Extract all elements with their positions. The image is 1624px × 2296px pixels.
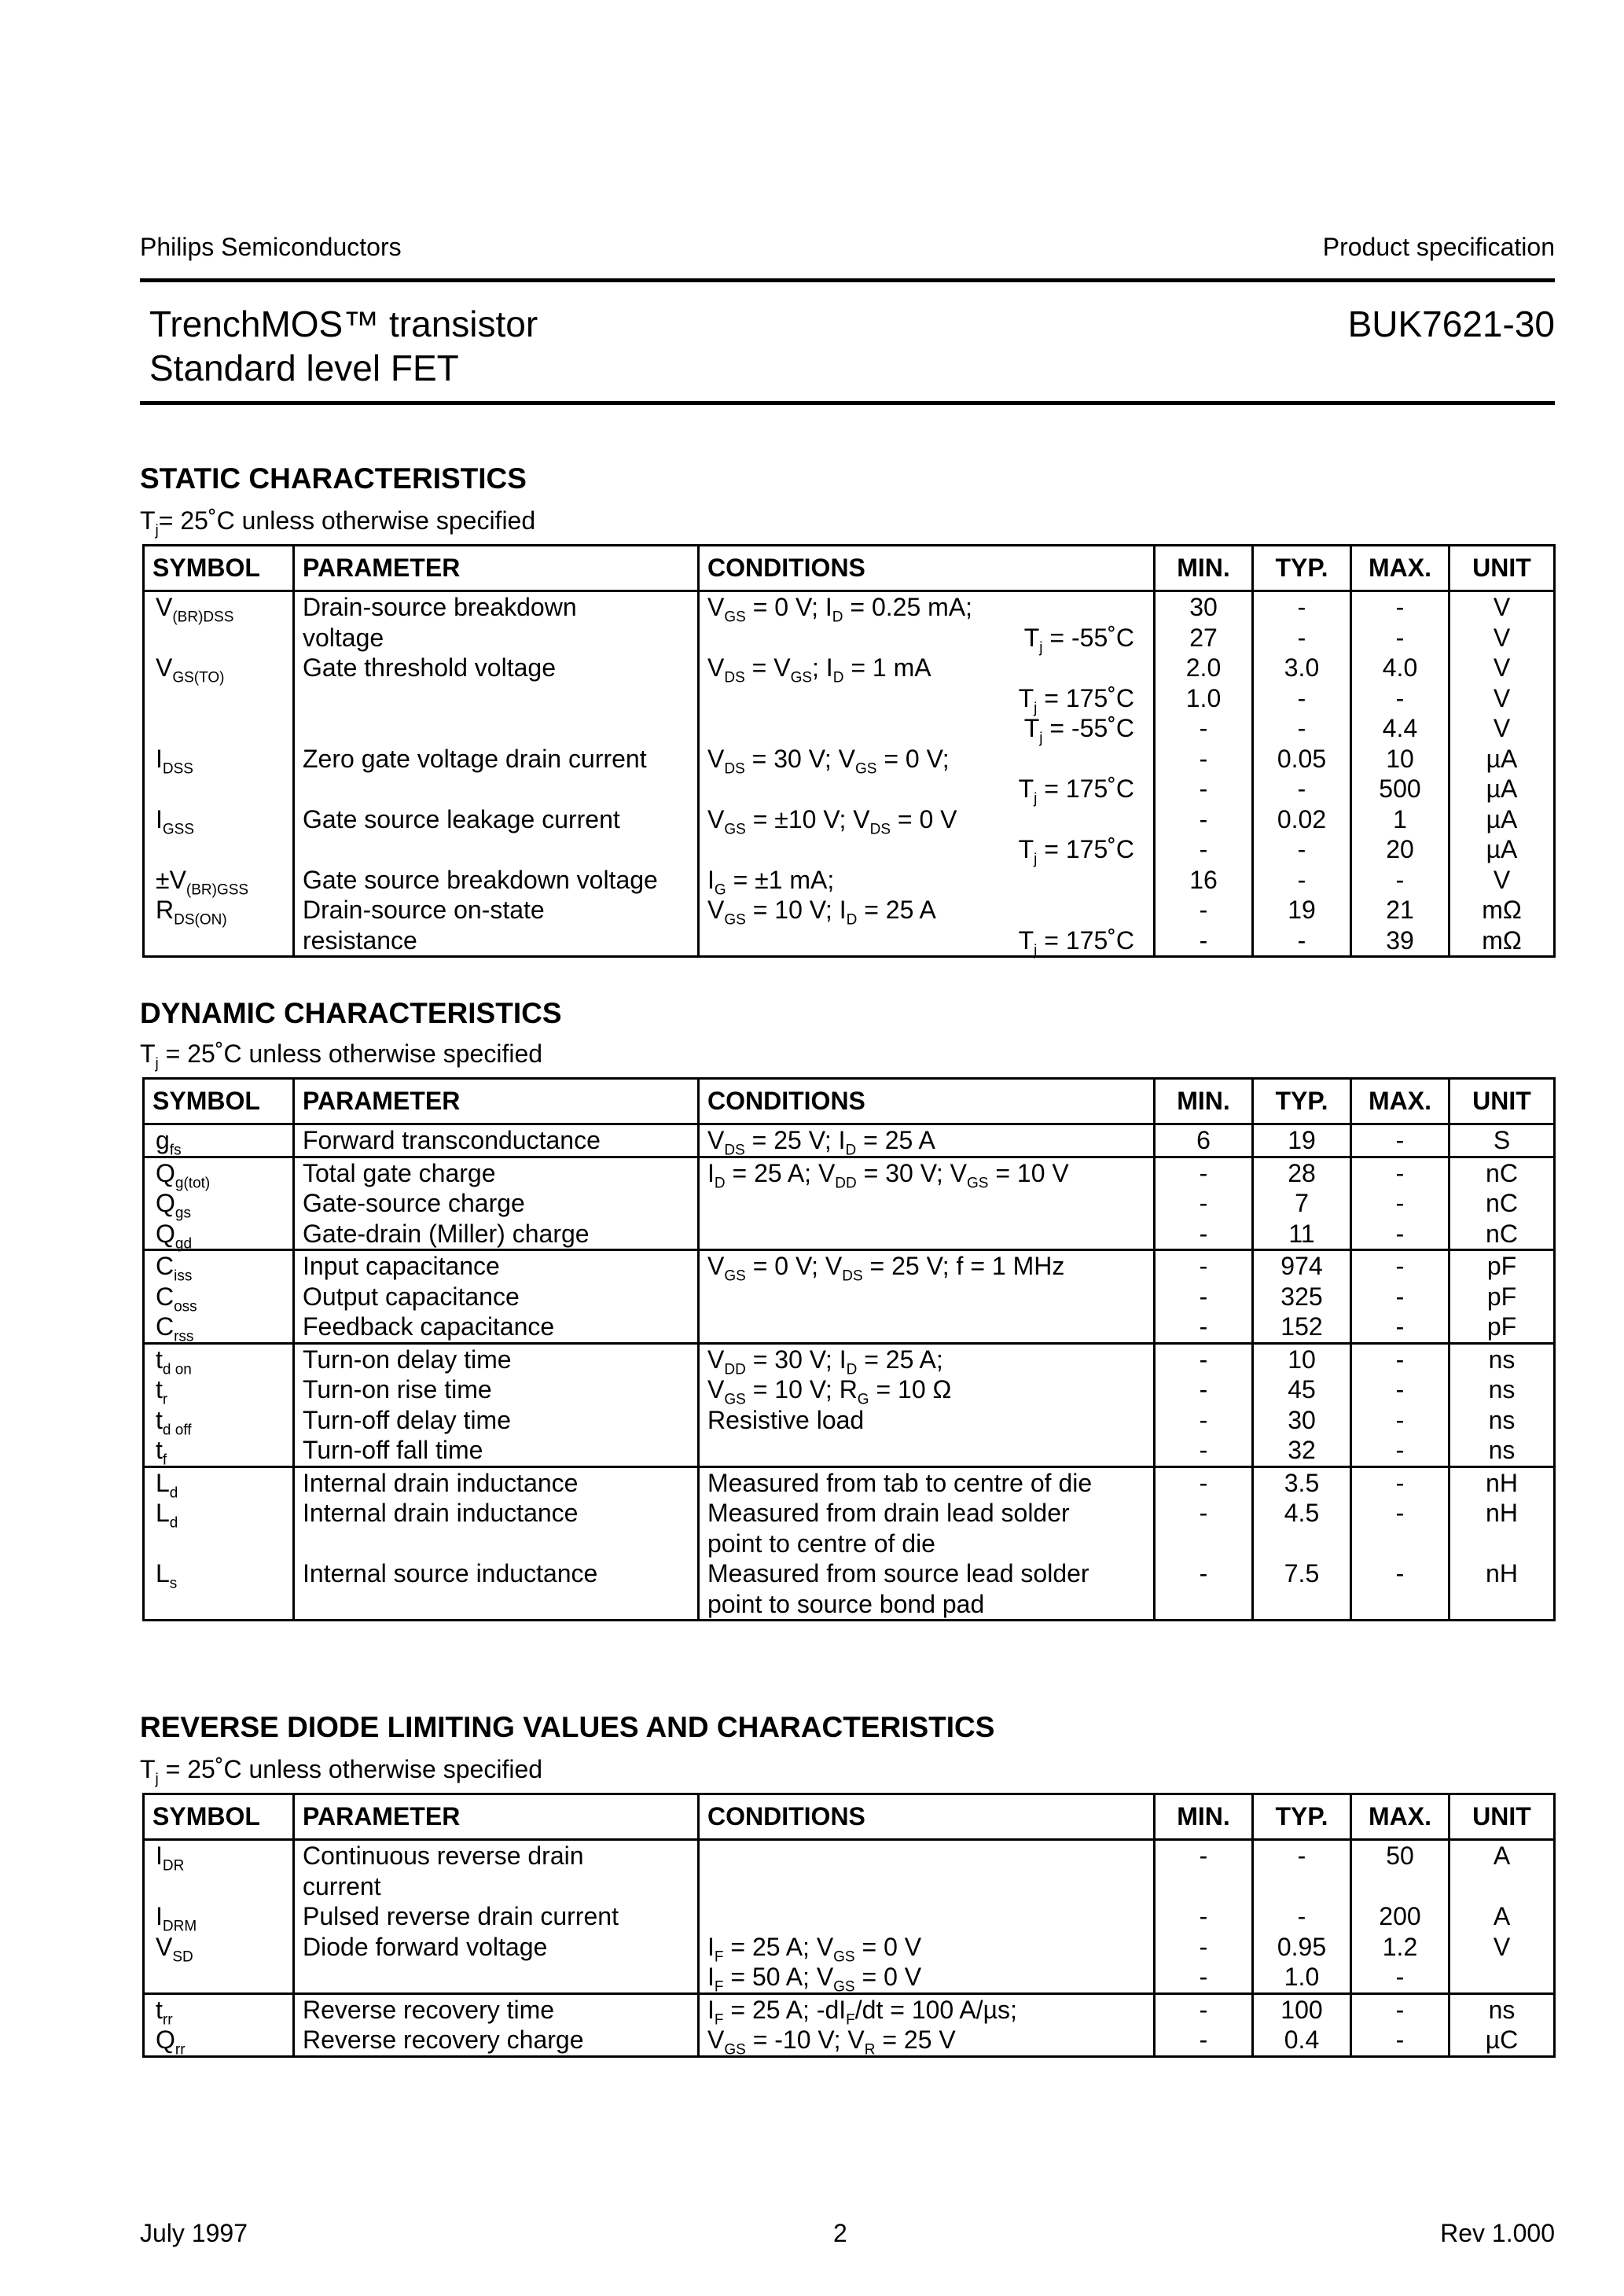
- condition: $I_F = 25$ A; $V_{GS} = 0$ V: [707, 1932, 922, 1965]
- symbol: $t_r$: [156, 1375, 168, 1408]
- footer-page-number: 2: [833, 2219, 847, 2247]
- min-value: -: [1199, 744, 1208, 773]
- table-row: [144, 865, 1555, 896]
- parameter: resistance: [303, 925, 417, 955]
- condition: $V_{GS} = 10$ V; $I_D = 25$ A: [707, 896, 936, 929]
- min-value: 27: [1189, 623, 1218, 652]
- col-min: MIN.: [1155, 1794, 1253, 1840]
- unit-value: V: [1493, 865, 1511, 894]
- table-header-row: [144, 1079, 1555, 1124]
- min-value: 16: [1189, 865, 1218, 894]
- min-value: 30: [1189, 593, 1218, 621]
- parameter: Output capacitance: [303, 1282, 520, 1311]
- condition: point to centre of die: [707, 1529, 935, 1558]
- symbol: $C_{rss}$: [156, 1312, 194, 1345]
- unit-value: mΩ: [1482, 896, 1522, 924]
- condition: $V_{GS} = 10$ V; $R_G = 10$ Ω: [707, 1375, 952, 1408]
- condition: $V_{GS} = -10$ V; $V_R = 25$ V: [707, 2026, 956, 2059]
- min-value: -: [1199, 925, 1208, 955]
- typ-value: -: [1297, 865, 1306, 894]
- unit-value: µA: [1486, 744, 1518, 773]
- typ-value: -: [1297, 835, 1306, 863]
- col-max: MAX.: [1351, 1079, 1449, 1124]
- dynamic-characteristics-table: [142, 1077, 1556, 1621]
- parameter: Feedback capacitance: [303, 1312, 555, 1341]
- dynamic-group: [144, 1157, 1555, 1250]
- col-min: MIN.: [1155, 1079, 1253, 1124]
- unit-value: µA: [1486, 775, 1518, 803]
- parameter: Reverse recovery time: [303, 1995, 555, 2024]
- typ-value: -: [1297, 593, 1306, 621]
- min-value: -: [1199, 775, 1208, 803]
- part-number: BUK7621-30: [1347, 304, 1555, 344]
- dynamic-group: [144, 1343, 1555, 1469]
- condition: Resistive load: [707, 1405, 865, 1434]
- symbol: $R_{DS(ON)}$: [156, 896, 227, 929]
- condition: $T_j$ = -55˚C: [1023, 714, 1134, 747]
- unit-value: µA: [1486, 835, 1518, 863]
- parameter: Turn-on rise time: [303, 1375, 492, 1404]
- symbol: $V_{(BR)DSS}$: [156, 593, 234, 626]
- footer-date: July 1997: [140, 2219, 248, 2247]
- col-unit: UNIT: [1449, 546, 1555, 591]
- parameter: Gate-source charge: [303, 1189, 525, 1217]
- symbol: $I_{GSS}$: [156, 804, 195, 837]
- typ-value: 0.05: [1277, 744, 1327, 773]
- min-value: -: [1199, 804, 1208, 833]
- parameter: Internal source inductance: [303, 1559, 598, 1588]
- static-section-title: STATIC CHARACTERISTICS: [140, 462, 527, 495]
- table-row: [144, 653, 1555, 744]
- parameter: [303, 683, 697, 714]
- unit-value: S: [1493, 1126, 1511, 1154]
- reverse-group: [144, 1993, 1555, 2059]
- unit-value: µA: [1486, 804, 1518, 833]
- dynamic-group: [144, 1250, 1555, 1344]
- symbol: $Q_{gs}$: [156, 1189, 191, 1222]
- symbol: $t_{rr}$: [156, 1995, 173, 2028]
- table-header-row: [144, 1794, 1555, 1840]
- title-line-2: Standard level FET: [149, 348, 459, 388]
- table-row: [144, 591, 1555, 653]
- min-value: 6: [1196, 1126, 1211, 1154]
- min-value: -: [1199, 714, 1208, 742]
- parameter: Turn-on delay time: [303, 1345, 512, 1374]
- symbol: $\pm V_{(BR)GSS}$: [156, 865, 249, 898]
- parameter: Gate source breakdown voltage: [303, 865, 658, 894]
- col-typ: TYP.: [1253, 1794, 1351, 1840]
- symbol: $t_{d off}$: [156, 1405, 192, 1438]
- parameter: current: [303, 1871, 381, 1900]
- symbol: $V_{GS(TO)}$: [156, 653, 225, 686]
- condition: $V_{GS} = 0$ V; $I_D = 0.25$ mA;: [707, 593, 973, 626]
- typ-value: -: [1297, 714, 1306, 742]
- device-title: [149, 302, 538, 390]
- parameter: Forward transconductance: [303, 1126, 601, 1154]
- typ-value: -: [1297, 775, 1306, 803]
- symbol: $L_s$: [156, 1559, 178, 1592]
- typ-value: -: [1297, 925, 1306, 955]
- typ-value: -: [1297, 683, 1306, 712]
- dynamic-section-subtitle: $T_j$ = 25˚C unless otherwise specified: [140, 1039, 543, 1073]
- company-name: Philips Semiconductors: [140, 233, 402, 261]
- parameter: Diode forward voltage: [303, 1932, 548, 1961]
- typ-value: 3.0: [1284, 653, 1320, 682]
- condition: point to source bond pad: [707, 1589, 985, 1618]
- col-parameter: PARAMETER: [294, 546, 699, 591]
- symbol: $L_d$: [156, 1499, 178, 1532]
- symbol: $I_{DRM}$: [156, 1902, 197, 1935]
- unit-value: mΩ: [1482, 925, 1522, 955]
- min-value: 1.0: [1185, 683, 1222, 712]
- max-value: 20: [1386, 835, 1414, 863]
- parameter: Drain-source breakdown: [303, 593, 577, 621]
- parameter: Turn-off fall time: [303, 1436, 483, 1464]
- unit-value: V: [1493, 623, 1511, 652]
- condition: $I_D = 25$ A; $V_{DD} = 30$ V; $V_{GS} = 10$ V: [707, 1158, 1069, 1191]
- col-unit: UNIT: [1449, 1794, 1555, 1840]
- symbol: $I_{DR}$: [156, 1842, 185, 1875]
- max-value: 39: [1386, 925, 1414, 955]
- table-row: $Q_{g(tot)}$ $Q_{gs}$ $Q_{gd}$ Total gate charge Gate-source charge Gate-drain (Miller) charge $I_D = 25$ A; $V_{DD} = 30$ V; $V_{GS} = 10$ V - - - 28 7 11 - - - nC nC nC: [144, 1157, 1555, 1250]
- static-section-subtitle: $T_j=$ 25˚C unless otherwise specified: [140, 506, 536, 539]
- symbol: $Q_{rr}$: [156, 2026, 186, 2059]
- condition: Measured from source lead solder: [707, 1559, 1089, 1588]
- table-row: [144, 1124, 1555, 1157]
- col-typ: TYP.: [1253, 546, 1351, 591]
- condition: $V_{DS} = 30$ V; $V_{GS} = 0$ V;: [707, 744, 950, 777]
- max-value: -: [1395, 623, 1405, 652]
- max-value: 10: [1386, 744, 1414, 773]
- col-max: MAX.: [1351, 546, 1449, 591]
- max-value: -: [1395, 865, 1405, 894]
- title-line-1: TrenchMOS™ transistor: [149, 304, 538, 344]
- parameter: [303, 713, 697, 744]
- condition: $T_j$ = 175˚C: [1018, 683, 1134, 716]
- col-conditions: CONDITIONS: [699, 1079, 1155, 1124]
- col-conditions: CONDITIONS: [699, 546, 1155, 591]
- symbol: $Q_{gd}$: [156, 1219, 193, 1252]
- min-value: -: [1199, 896, 1208, 924]
- col-symbol: SYMBOL: [144, 1794, 294, 1840]
- table-row: $L_d$ $L_d$ $L_s$ Internal drain inductance Internal drain inductance Internal source inductance Measured from tab to centre of die Measured from drain lead solder point to centre of die Measured from source lead solder point to source bond pad - - - 3.5 4.5 7.5 - - - nH nH nH: [144, 1466, 1555, 1621]
- max-value: 21: [1386, 896, 1414, 924]
- parameter: Drain-source on-state: [303, 896, 545, 924]
- condition: Measured from tab to centre of die: [707, 1468, 1093, 1497]
- parameter: Total gate charge: [303, 1158, 496, 1187]
- typ-value: -: [1297, 623, 1306, 652]
- reverse-section-subtitle: $T_j$ = 25˚C unless otherwise specified: [140, 1755, 543, 1788]
- condition: $V_{DD} = 30$ V; $I_D = 25$ A;: [707, 1345, 943, 1378]
- max-value: 1: [1393, 804, 1407, 833]
- dynamic-section-title: DYNAMIC CHARACTERISTICS: [140, 997, 562, 1029]
- reverse-group: [144, 1840, 1555, 1994]
- condition: Measured from drain lead solder: [707, 1499, 1070, 1527]
- unit-value: V: [1493, 593, 1511, 621]
- col-conditions: CONDITIONS: [699, 1794, 1155, 1840]
- col-unit: UNIT: [1449, 1079, 1555, 1124]
- parameter: Zero gate voltage drain current: [303, 744, 647, 773]
- max-value: 4.0: [1382, 653, 1418, 682]
- unit-value: V: [1493, 714, 1511, 742]
- parameter: Gate-drain (Miller) charge: [303, 1219, 590, 1248]
- reverse-diode-table: [142, 1793, 1556, 2058]
- table-header-row: [144, 546, 1555, 591]
- static-characteristics-table: [142, 544, 1556, 958]
- max-value: -: [1395, 683, 1405, 712]
- condition: $V_{DS} = V_{GS}$; $I_D = 1$ mA: [707, 653, 931, 686]
- table-row: $C_{iss}$ $C_{oss}$ $C_{rss}$ Input capacitance Output capacitance Feedback capacitance $V_{GS} = 0$ V; $V_{DS} = 25$ V; f = 1 MHz - - - 974 325 152 - - - pF pF pF: [144, 1250, 1555, 1344]
- typ-value: 19: [1288, 1126, 1316, 1154]
- symbol: $L_d$: [156, 1468, 178, 1501]
- document-type: Product specification: [1322, 233, 1555, 261]
- parameter: Continuous reverse drain: [303, 1842, 584, 1870]
- parameter: voltage: [303, 623, 384, 652]
- min-value: -: [1199, 835, 1208, 863]
- parameter: Gate threshold voltage: [303, 653, 556, 682]
- col-typ: TYP.: [1253, 1079, 1351, 1124]
- unit-value: V: [1493, 653, 1511, 682]
- dynamic-group: [144, 1466, 1555, 1621]
- symbol: $t_f$: [156, 1436, 167, 1469]
- header-rule: [140, 278, 1555, 282]
- max-value: 500: [1379, 775, 1421, 803]
- col-symbol: SYMBOL: [144, 546, 294, 591]
- dynamic-group: [144, 1124, 1555, 1157]
- col-parameter: PARAMETER: [294, 1794, 699, 1840]
- min-value: 2.0: [1185, 653, 1222, 682]
- col-min: MIN.: [1155, 546, 1253, 591]
- symbol: $V_{SD}$: [156, 1932, 193, 1965]
- max-value: 4.4: [1382, 714, 1418, 742]
- condition: $V_{DS} = 25$ V; $I_D = 25$ A: [707, 1126, 935, 1159]
- symbol: $g_{fs}$: [156, 1126, 182, 1159]
- symbol: $t_{d on}$: [156, 1345, 192, 1378]
- condition: $I_G = \pm 1$ mA;: [707, 865, 835, 898]
- footer-revision: Rev 1.000: [1440, 2219, 1555, 2247]
- col-symbol: SYMBOL: [144, 1079, 294, 1124]
- parameter: Internal drain inductance: [303, 1468, 579, 1497]
- condition: $T_j$ = 175˚C: [1018, 925, 1134, 959]
- max-value: -: [1395, 1126, 1405, 1154]
- table-row: $t_{d on}$ $t_r$ $t_{d off}$ $t_f$ Turn-on delay time Turn-on rise time Turn-off delay time Turn-off fall time $V_{DD} = 30$ V; $I_D = 25$ A; $V_{GS} = 10$ V; $R_G = 10$ Ω Resistive load - - - - 10 45 30 32 - - - - ns ns ns ns: [144, 1343, 1555, 1466]
- condition: $T_j$ = -55˚C: [1023, 623, 1134, 656]
- parameter: [303, 834, 697, 865]
- symbol: $Q_{g(tot)}$: [156, 1158, 211, 1191]
- parameter: [303, 774, 697, 804]
- static-table-body: [144, 591, 1555, 957]
- parameter: Internal drain inductance: [303, 1499, 579, 1527]
- title-rule: [140, 401, 1555, 405]
- parameter: Input capacitance: [303, 1252, 500, 1280]
- condition: $T_j$ = 175˚C: [1018, 775, 1134, 808]
- condition: $I_F = 25$ A; $-dI_F/dt = 100$ A/µs;: [707, 1995, 1017, 2028]
- parameter: Reverse recovery charge: [303, 2026, 584, 2054]
- table-row: $t_{rr}$ $Q_{rr}$ Reverse recovery time Reverse recovery charge $I_F = 25$ A; $-dI_F/dt = 100$ A/µs; $V_{GS} = -10$ V; $V_R = 25$ V - - 100 0.4 - - ns µC: [144, 1993, 1555, 2056]
- parameter: Gate source leakage current: [303, 804, 620, 833]
- symbol: $C_{oss}$: [156, 1282, 197, 1315]
- typ-value: 0.02: [1277, 804, 1327, 833]
- parameter: Turn-off delay time: [303, 1405, 511, 1434]
- unit-value: V: [1493, 683, 1511, 712]
- typ-value: 19: [1288, 896, 1316, 924]
- col-max: MAX.: [1351, 1794, 1449, 1840]
- max-value: -: [1395, 593, 1405, 621]
- symbol: $C_{iss}$: [156, 1252, 193, 1285]
- reverse-section-title: REVERSE DIODE LIMITING VALUES AND CHARACTERISTICS: [140, 1711, 995, 1743]
- symbol: $I_{DSS}$: [156, 744, 193, 777]
- table-row: [144, 744, 1555, 804]
- table-row: [144, 804, 1555, 865]
- parameter: Pulsed reverse drain current: [303, 1902, 619, 1930]
- condition: $V_{GS} = \pm 10$ V; $V_{DS} = 0$ V: [707, 804, 957, 837]
- condition: $I_F = 50$ A; $V_{GS} = 0$ V: [707, 1963, 922, 1996]
- table-row: $I_{DR}$ $I_{DRM}$ $V_{SD}$ Continuous reverse drain current Pulsed reverse drain current Diode forward voltage $I_F = 25$ A; $V_{GS} = 0$ V $I_F = 50$ A; $V_{GS} = 0$ V - - - - - - 0.95 1.0 50 200 1.2 - A A V: [144, 1840, 1555, 1994]
- table-row: [144, 895, 1555, 957]
- col-parameter: PARAMETER: [294, 1079, 699, 1124]
- condition: $T_j$ = 175˚C: [1018, 835, 1134, 868]
- condition: $V_{GS} = 0$ V; $V_{DS} = 25$ V; f = 1 MHz: [707, 1252, 1065, 1285]
